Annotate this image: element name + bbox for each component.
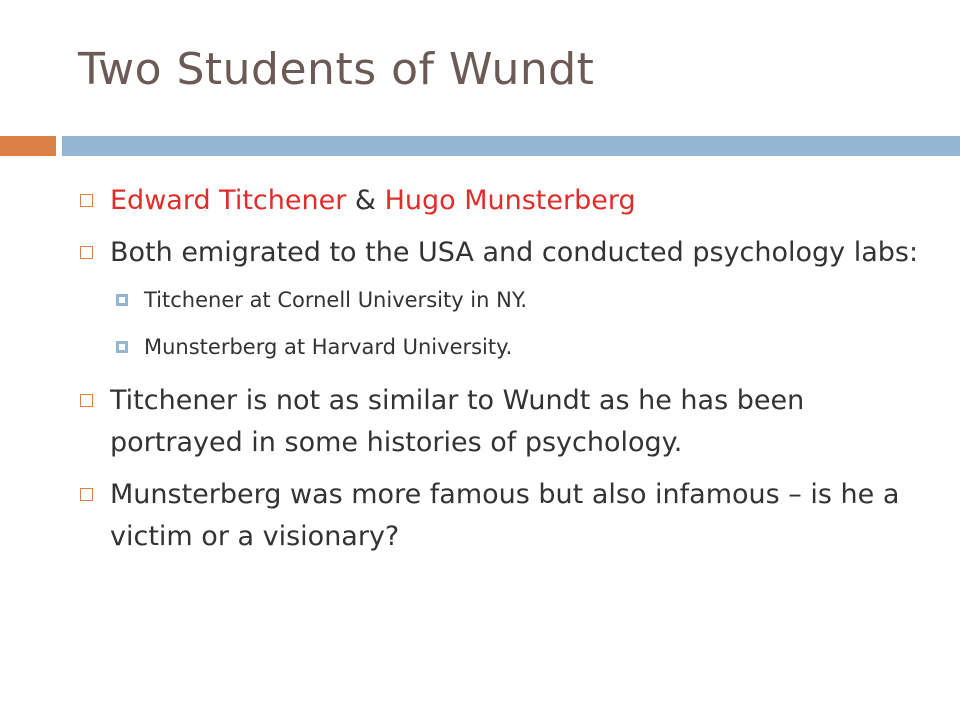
slide-body bbox=[78, 180, 938, 568]
slide-title: Two Students of Wundt bbox=[78, 44, 595, 95]
title-underline-bar bbox=[62, 136, 960, 156]
sub-bullet-list bbox=[78, 286, 938, 361]
bullet-text: Titchener is not as similar to Wundt as he has been portrayed in some histories of psychology. bbox=[110, 385, 805, 458]
sub-bullet-item bbox=[78, 333, 938, 361]
hollow-square-icon bbox=[80, 488, 93, 501]
bullet-item bbox=[78, 380, 938, 464]
square-bullet-icon bbox=[116, 294, 128, 306]
sub-bullet-item bbox=[78, 286, 938, 314]
hollow-square-icon bbox=[80, 394, 93, 407]
square-bullet-icon bbox=[116, 341, 128, 353]
bullet-item bbox=[78, 232, 938, 274]
name-munsterberg: Hugo Munsterberg bbox=[384, 185, 636, 216]
hollow-square-icon bbox=[80, 194, 93, 207]
ampersand: & bbox=[346, 185, 385, 216]
bullet-text: Both emigrated to the USA and conducted psychology labs: bbox=[110, 237, 919, 268]
name-titchener: Edward Titchener bbox=[110, 185, 347, 216]
title-accent-bar bbox=[0, 136, 56, 156]
bullet-item bbox=[78, 180, 938, 222]
sub-bullet-text: Munsterberg at Harvard University. bbox=[144, 335, 513, 359]
hollow-square-icon bbox=[80, 246, 93, 259]
bullet-text: Munsterberg was more famous but also infamous – is he a victim or a visionary? bbox=[110, 479, 900, 552]
sub-bullet-text: Titchener at Cornell University in NY. bbox=[144, 288, 528, 312]
bullet-item bbox=[78, 474, 938, 558]
